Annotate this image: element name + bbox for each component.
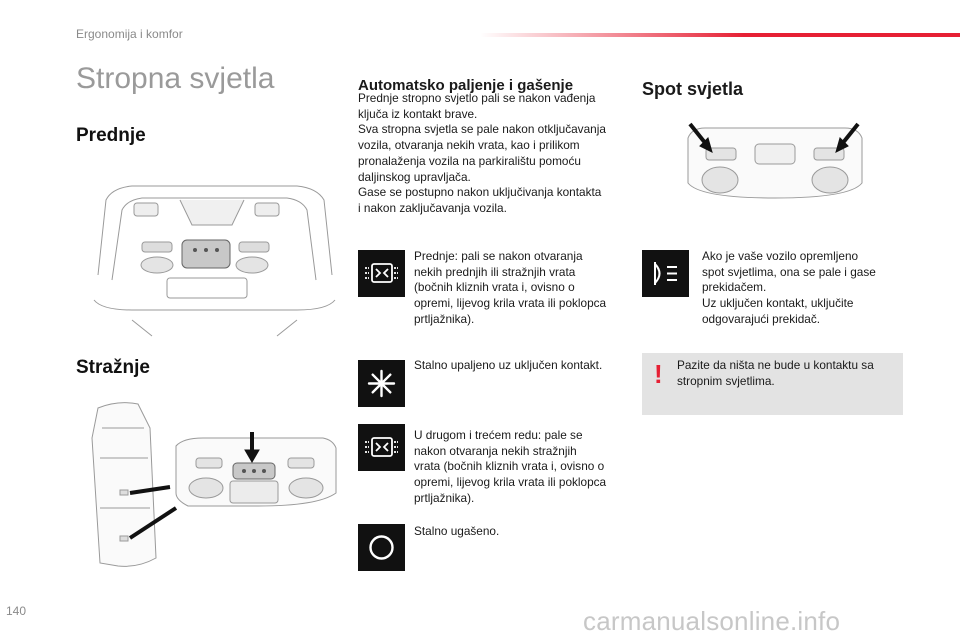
section-header: Ergonomija i komfor [76,27,183,41]
door-light-icon [358,250,405,297]
door-light-rear-icon [358,424,405,471]
header-accent-line [480,33,960,37]
mode-front-doors-text: Prednje: pali se nakon otvaranja nekih prednjih ili stražnjih vrata (bočnih kliznih vrata i, ovisno o opremi, lijevog krila vrata ili poklopca prtljažnika). [414,249,607,326]
page-number: 140 [6,604,27,618]
mode-rear-doors-text: U drugom i trećem redu: pale se nakon otvaranja nekih stražnjih vrata (bočnih kliznih vrata i, ovisno o opremi, lijevog krila vrata ili poklopca prtljažnika). [414,428,607,505]
spot-text: Ako je vaše vozilo opremljeno spot svjetlima, ona se pale i gase prekidačem. Uz uključen kontakt, uključite odgovarajući prekidač. [702,249,876,326]
lamp-off-icon [358,524,405,571]
rear-ceiling-light-illustration [78,398,340,573]
warning-mark: ! [654,359,663,389]
spot-heading: Spot svjetla [642,78,744,99]
front-heading: Prednje [76,125,146,146]
mode-always-off-text: Stalno ugašeno. [414,524,500,538]
front-ceiling-light-illustration [92,170,337,340]
automatic-heading: Automatsko paljenje i gašenje [358,77,574,95]
lamp-on-icon [358,360,405,407]
watermark: carmanualsonline.info [583,606,841,636]
automatic-body: Prednje stropno svjetlo pali se nakon vađenja ključa iz kontakt brave. Sva stropna svjetla se pale nakon otključavanja vozila, otvaranja nekih vrata, kao i prilikom pronalaženja vozila na parkiralištu pomoću daljinskog upravljača. Gase se postupno nakon uključivanja kontakta i nakon zaključavanja vozila. [358,91,606,215]
spot-light-icon [642,250,689,297]
page-title: Stropna svjetla [76,62,275,95]
spot-light-illustration [680,118,870,210]
rear-heading: Stražnje [76,357,150,378]
mode-always-on-text: Stalno upaljeno uz uključen kontakt. [414,358,603,372]
warning-text: Pazite da ništa ne bude u kontaktu sa stropnim svjetlima. [677,358,874,388]
